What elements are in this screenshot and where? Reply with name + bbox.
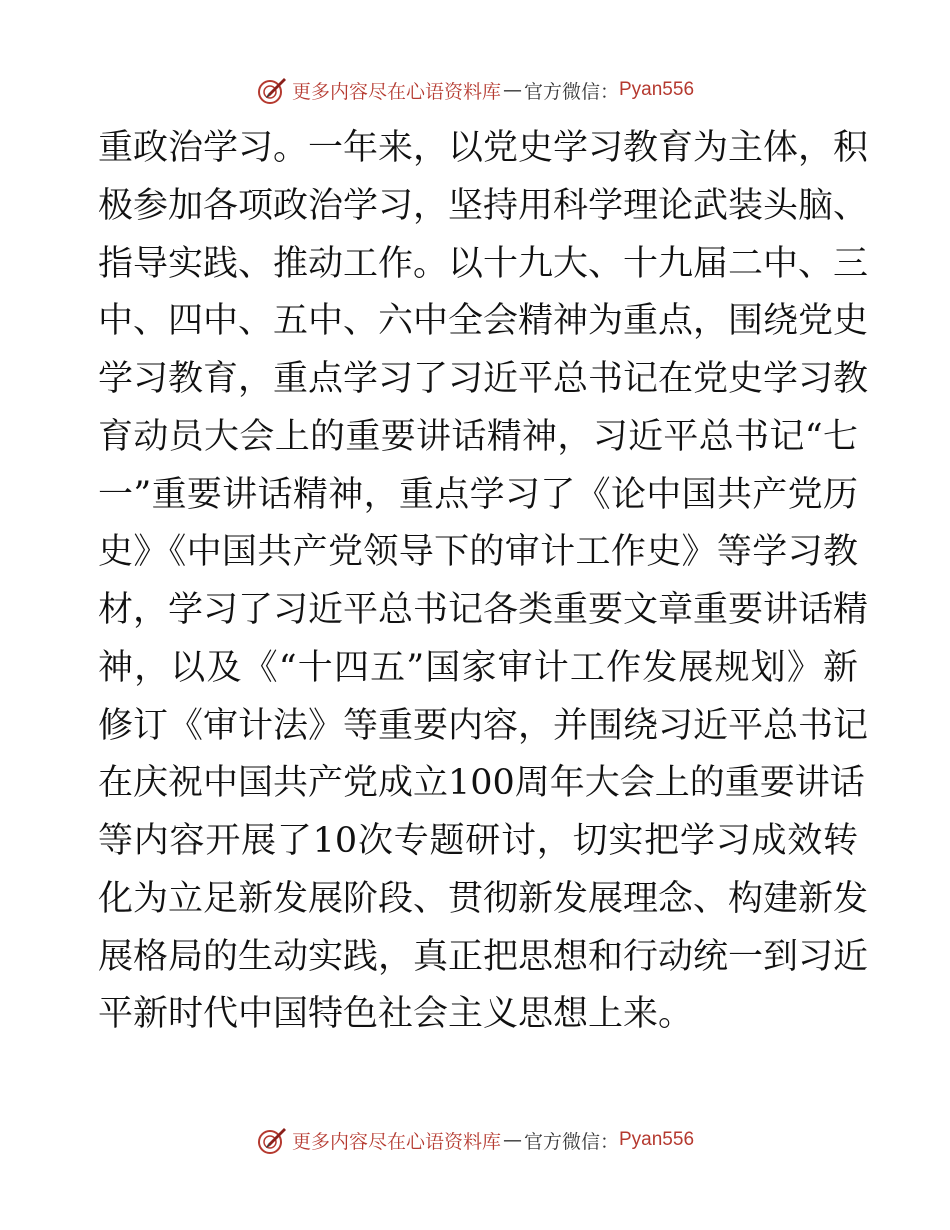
site-name: 更多内容尽在心语资料库 xyxy=(291,80,501,103)
text-line: 史》《中国共产党领导下的审计工作史》等学习教 xyxy=(98,532,858,573)
quill-pen-logo-icon xyxy=(256,74,288,106)
text-line: 指导实践、推动工作。以十九大、十九届二中、三 xyxy=(98,243,869,284)
text-line: 学习教育，重点学习了习近平总书记在党史学习教 xyxy=(98,359,869,399)
wechat-label: 官方微信： xyxy=(523,80,619,103)
text-line: 等内容开展了10次专题研讨，切实把学习成效转 xyxy=(98,821,858,861)
text-line: 中、四中、五中、六中全会精神为重点，围绕党史 xyxy=(98,301,869,342)
text-line: 重政治学习。一年来，以党史学习教育为主体，积 xyxy=(98,128,869,168)
text-line-last: 平新时代中国特色社会主义思想上来。 xyxy=(98,994,694,1035)
document-body xyxy=(98,120,869,1044)
text-line: 极参加各项政治学习，坚持用科学理论武装头脑、 xyxy=(98,185,869,226)
text-line: 展格局的生动实践，真正把思想和行动统一到习近 xyxy=(98,936,869,977)
wechat-id: Pyan556 xyxy=(619,1129,695,1150)
banner-separator: — xyxy=(502,79,522,101)
text-line: 一”重要讲话精神，重点学习了《论中国共产党历 xyxy=(98,474,858,515)
text-line: 神，以及《“十四五”国家审计工作发展规划》新 xyxy=(98,647,858,688)
text-line: 育动员大会上的重要讲话精神，习近平总书记“七 xyxy=(98,416,858,457)
text-line: 修订《审计法》等重要内容，并围绕习近平总书记 xyxy=(98,705,869,746)
text-line: 材，学习了习近平总书记各类重要文章重要讲话精 xyxy=(98,590,869,630)
quill-pen-logo-icon xyxy=(256,1124,288,1156)
site-name: 更多内容尽在心语资料库 xyxy=(291,1130,501,1153)
text-line: 化为立足新发展阶段、贯彻新发展理念、构建新发 xyxy=(98,878,869,919)
footer-banner xyxy=(0,1120,950,1160)
wechat-label: 官方微信： xyxy=(523,1130,619,1153)
wechat-id: Pyan556 xyxy=(619,79,695,100)
banner-separator: — xyxy=(502,1129,522,1151)
text-line: 在庆祝中国共产党成立100周年大会上的重要讲话 xyxy=(98,763,865,804)
header-banner xyxy=(0,70,950,110)
